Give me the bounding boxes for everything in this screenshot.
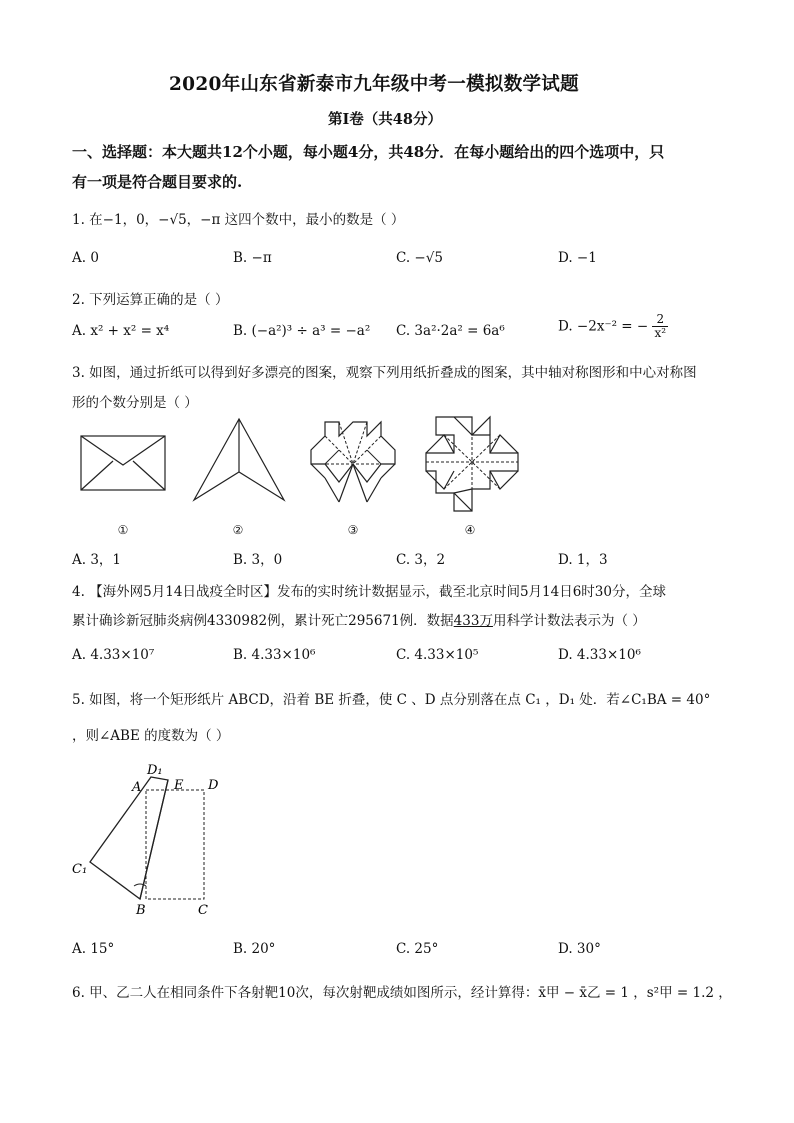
question-4-stem-part2: 用科学计数法表示为（ ） [492, 613, 646, 629]
figure-arrowhead [193, 418, 285, 502]
label-E: E [174, 778, 184, 793]
question-5-option-b: B. 20° [233, 941, 276, 957]
figure-folded-rectangle [70, 760, 240, 920]
question-3-option-d: D. 1，3 [558, 552, 608, 568]
question-5-option-a: A. 15° [72, 941, 115, 957]
question-1-option-a: A. 0 [72, 250, 99, 266]
question-3-stem-line1: 3. 如图，通过折纸可以得到好多漂亮的图案，观察下列用纸折叠成的图案，其中轴对称图形和中心对称图 [72, 365, 697, 381]
question-4-option-d: D. 4.33×10⁶ [558, 647, 641, 663]
question-2-option-a: A. x² + x² = x⁴ [72, 323, 170, 339]
fraction-denominator: x² [654, 326, 667, 340]
question-1-option-d: D. −1 [558, 250, 597, 266]
question-4-option-a: A. 4.33×10⁷ [72, 647, 155, 663]
question-6-stem: 6. 甲、乙二人在相同条件下各射靶10次，每次射靶成绩如图所示，经计算得：x̄甲 − x̄乙 = 1 ，s²甲 = 1.2 ， [72, 985, 732, 1001]
question-5-stem-line2: ，则∠ABE 的度数为（ ） [72, 728, 230, 744]
question-4-underlined-number: 433万 [453, 613, 493, 629]
label-D: D [208, 778, 219, 793]
question-1-option-b: B. −π [233, 250, 272, 266]
label-A: A [132, 780, 142, 795]
question-5-option-c: C. 25° [396, 941, 439, 957]
fraction-numerator: 2 [652, 313, 668, 327]
label-D1: D₁ [147, 763, 163, 778]
question-3-stem-line2: 形的个数分别是（ ） [72, 395, 198, 411]
question-4-stem-line1: 4. 【海外网5月14日战疫全时区】发布的实时统计数据显示，截至北京时间5月14日6时30分，全球 [72, 584, 666, 600]
label-C: C [198, 903, 208, 918]
figure-caption-2: ② [232, 523, 244, 537]
question-2-stem: 2. 下列运算正确的是（ ） [72, 292, 229, 308]
question-3-option-a: A. 3，1 [72, 552, 122, 568]
question-2-option-d-fraction [652, 313, 668, 340]
question-4-option-b: B. 4.33×10⁶ [233, 647, 316, 663]
question-4-option-c: C. 4.33×10⁵ [396, 647, 479, 663]
figure-caption-1: ① [117, 523, 129, 537]
label-C1: C₁ [72, 862, 88, 877]
section-heading-line1: 一、选择题：本大题共12个小题，每小题4分，共48分．在每小题给出的四个选项中，只 [72, 143, 665, 161]
question-4-stem-part1: 累计确诊新冠肺炎病例4330982例，累计死亡295671例．数据 [72, 613, 454, 629]
figure-caption-3: ③ [347, 523, 359, 537]
label-B: B [136, 903, 146, 918]
question-2-option-d-text: D. −2x⁻² = − [558, 318, 649, 335]
page-title: 2020年山东省新泰市九年级中考一模拟数学试题 [169, 74, 579, 95]
figure-folded-4 [424, 415, 520, 513]
page-subtitle: 第I卷（共48分） [328, 111, 442, 128]
question-1-option-c: C. −√5 [396, 250, 443, 266]
section-heading-line2: 有一项是符合题目要求的. [72, 173, 243, 191]
question-2-option-b: B. (−a²)³ ÷ a³ = −a² [233, 323, 371, 339]
figure-envelope [80, 435, 166, 491]
question-3-option-c: C. 3，2 [396, 552, 446, 568]
figure-folded-3 [307, 418, 399, 504]
question-5-option-d: D. 30° [558, 941, 601, 957]
question-5-stem-line1: 5. 如图，将一个矩形纸片 ABCD，沿着 BE 折叠，使 C 、D 点分别落在点 C₁ ，D₁ 处．若∠C₁BA = 40° [72, 692, 711, 708]
question-2-option-c: C. 3a²·2a² = 6a⁶ [396, 323, 505, 339]
question-1-stem: 1. 在−1，0，−√5，−π 这四个数中，最小的数是（ ） [72, 212, 405, 228]
figure-caption-4: ④ [464, 523, 476, 537]
question-3-option-b: B. 3，0 [233, 552, 283, 568]
question-4-stem-line2 [72, 609, 646, 629]
question-2-option-d [558, 313, 668, 340]
